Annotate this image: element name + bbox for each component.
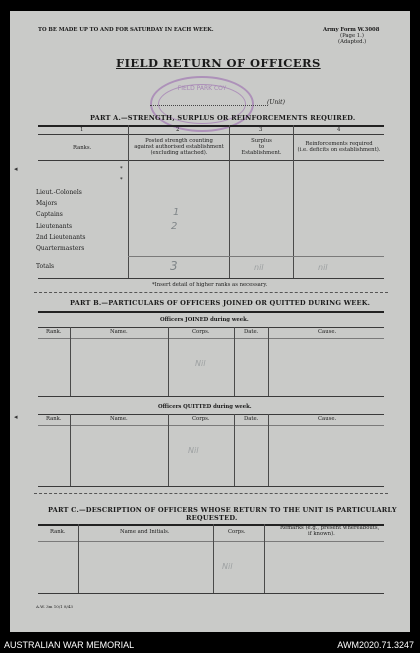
quitted-title: Officers QUITTED during week. bbox=[158, 404, 252, 410]
quitted-col-name: Name. bbox=[110, 416, 128, 422]
unit-stamp bbox=[150, 76, 254, 132]
part-c-col-name: Name and Initials. bbox=[120, 529, 170, 535]
col-header-reinf-2: (i.e. deficits on establishment). bbox=[297, 147, 381, 153]
quitted-col-cause: Cause. bbox=[318, 416, 337, 422]
quitted-col-corps: Corps. bbox=[192, 416, 210, 422]
part-c-heading-1: PART C.—DESCRIPTION OF OFFICERS WHOSE RETURN TO THE UNIT IS PARTICULARLY bbox=[48, 506, 397, 514]
punch-mark-top: ◂ bbox=[14, 165, 18, 173]
form-sheet bbox=[10, 11, 410, 632]
star-mark-2: * bbox=[120, 177, 123, 183]
col-number-3: 3 bbox=[259, 127, 263, 133]
unit-label: (Unit) bbox=[267, 99, 285, 106]
joined-title: Officers JOINED during week. bbox=[160, 317, 249, 323]
joined-col-cause: Cause. bbox=[318, 329, 337, 335]
handwritten-captains: 1 bbox=[173, 207, 180, 218]
footer-left: AUSTRALIAN WAR MEMORIAL bbox=[4, 640, 135, 650]
handwritten-total-reinf: nil bbox=[318, 263, 328, 272]
part-a-top-rule bbox=[38, 125, 384, 127]
joined-nil: Nil bbox=[195, 359, 206, 368]
part-c-heading-2: REQUESTED. bbox=[186, 514, 238, 522]
handwritten-total-surplus: nil bbox=[254, 263, 264, 272]
rank-2nd-lieutenants: 2nd Lieutenants bbox=[36, 234, 86, 241]
quitted-col-date: Date. bbox=[244, 416, 259, 422]
joined-col-rank: Rank. bbox=[46, 329, 62, 335]
col-header-surplus-1: Surplus bbox=[251, 138, 272, 144]
col-header-reinf-1: Reinforcements required bbox=[305, 141, 373, 147]
handwritten-total-posted: 3 bbox=[170, 259, 178, 273]
punch-mark-bottom: ◂ bbox=[14, 413, 18, 421]
col-header-posted-2: against authorised establishment bbox=[134, 144, 224, 150]
part-c-nil: Nil bbox=[222, 562, 233, 571]
part-c-col-rank: Rank. bbox=[50, 529, 66, 535]
handwritten-lieutenants: 2 bbox=[171, 221, 178, 232]
joined-col-corps: Corps. bbox=[192, 329, 210, 335]
totals-label: Totals bbox=[36, 263, 55, 270]
col-number-1: 1 bbox=[80, 127, 84, 133]
col-header-surplus-3: Establishment. bbox=[241, 150, 282, 156]
rank-majors: Majors bbox=[36, 200, 58, 207]
form-page: (Page 1.) bbox=[340, 33, 364, 39]
quitted-col-rank: Rank. bbox=[46, 416, 62, 422]
joined-col-name: Name. bbox=[110, 329, 128, 335]
form-number: Army Form W.3008 bbox=[323, 27, 380, 33]
part-c-col-corps: Corps. bbox=[228, 529, 246, 535]
col-header-posted-1: Posted strength counting bbox=[145, 138, 213, 144]
col-header-posted-3: (excluding attached). bbox=[150, 150, 208, 156]
rank-quartermasters: Quartermasters bbox=[36, 245, 85, 252]
quitted-nil: Nil bbox=[188, 446, 199, 455]
rank-lieutenants: Lieutenants bbox=[36, 223, 73, 230]
unit-dotted-line bbox=[150, 105, 268, 106]
rank-lieut-colonels: Lieut.-Colonels bbox=[36, 189, 82, 196]
joined-col-date: Date. bbox=[244, 329, 259, 335]
part-a-footnote: *Insert detail of higher ranks as necessary. bbox=[152, 282, 268, 288]
footer-right: AWM2020.71.3247 bbox=[337, 640, 414, 650]
col-number-2: 2 bbox=[176, 127, 180, 133]
col-header-surplus-2: to bbox=[258, 144, 265, 150]
col-number-4: 4 bbox=[337, 127, 341, 133]
page-title: FIELD RETURN OF OFFICERS bbox=[116, 56, 321, 70]
stamp-text: FIELD PARK COY bbox=[177, 85, 227, 92]
part-c-col-remarks-2: if known). bbox=[308, 531, 335, 537]
part-c-col-remarks-1: Remarks (e.g., present whereabouts, bbox=[280, 525, 380, 531]
form-adapted: (Adapted.) bbox=[338, 39, 367, 45]
print-code: A.W. 3m 10/1 8/43 bbox=[36, 604, 73, 609]
instruction-text: TO BE MADE UP TO AND FOR SATURDAY IN EACH WEEK. bbox=[38, 27, 214, 33]
part-a-heading: PART A.—STRENGTH, SURPLUS OR REINFORCEMENTS REQUIRED. bbox=[90, 114, 356, 122]
star-mark-1: * bbox=[120, 166, 123, 172]
rank-captains: Captains bbox=[36, 211, 63, 218]
col-header-ranks: Ranks. bbox=[73, 145, 92, 151]
part-b-heading: PART B.—PARTICULARS OF OFFICERS JOINED OR QUITTED DURING WEEK. bbox=[70, 299, 371, 307]
